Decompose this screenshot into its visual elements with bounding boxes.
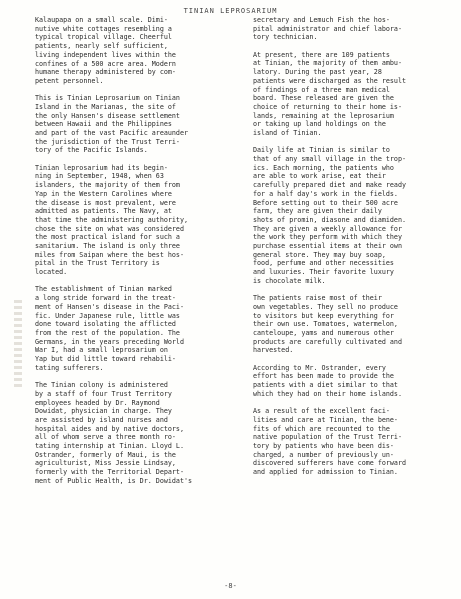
paragraph: The patients raise most of their own vegetables. They sell no produce to visitors but keep everything for their own use. Tomatoes, watermelon, canteloupe, yams and numerous other products are carefully cultivated and harvested. xyxy=(253,294,402,355)
paragraph: According to Mr. Ostrander, every effort has been made to provide the patients with a diet similar to that which they had on their home islands. xyxy=(253,363,402,398)
margin-stamp-mark xyxy=(14,300,22,390)
paragraph: The Tinian colony is administered by a staff of four Trust Territory employees headed by Dr. Raymond Dowidat, physician in charge. They are assisted by island nurses and hospital aides and by native doctors, all of whom serve a three month ro- tating internship at Tinian. Lloyd L. Ostrander, formerly of Maui, is the agriculturist, Miss Jessie Lindsay, formerly with the Territorial Depart- ment of Public Health, is Dr. Dowidat's xyxy=(35,381,193,485)
paragraph: At present, there are 109 patients at Tinian, the majority of them ambu- latory. During the past year, 28 patients were discharged as the result of findings of a three man medical board. These released are given the choice of returning to their home is- lands, remaining at the leprosarium or taking up land holdings on the island of Tinian. xyxy=(253,50,406,138)
page-header-title: TINIAN LEPROSARIUM xyxy=(183,7,278,15)
right-column xyxy=(253,16,443,485)
paragraph: Tinian leprosarium had its begin- ning in September, 1948, when 63 islanders, the majority of them from Yap in the Western Carolines where the disease is most prevalent, were admitted as patients. The Navy, at that time the administering authority, chose the site on what was considered the most practical island for such a sanitarium. The island is only three miles from Saipan where the best hos- pital in the Trust Territory is located. xyxy=(35,163,188,277)
paragraph: secretary and Lemuch Fish the hos- pital administrator and chief labora- tory technician. xyxy=(253,16,402,42)
page-number: -8- xyxy=(224,582,237,590)
paragraph: The establishment of Tinian marked a long stride forward in the treat- ment of Hansen's disease in the Paci- fic. Under Japanese rule, little was done toward isolating the afflicted from the rest of the population. The Germans, in the years preceding World War I, had a small leprosarium on Yap but did little toward rehabili- tating sufferers. xyxy=(35,285,184,372)
paragraph: As a result of the excellent faci- lities and care at Tinian, the bene- fits of which are recounted to the native population of the Trust Terri- tory by patients who have been dis- charged, a number of previously un- discovered sufferers have come forward and applied for admission to Tinian. xyxy=(253,407,406,477)
left-column xyxy=(35,16,233,494)
paragraph: This is Tinian Leprosarium on Tinian Island in the Marianas, the site of the only Hansen's disease settlement between Hawaii and the Philippines and part of the vast Pacific areaunder the jurisdiction of the Trust Terri- tory of the Pacific Islands. xyxy=(35,94,188,155)
paragraph: Kalaupapa on a small scale. Dimi- nutive white cottages resembling a typical tropical village. Cheerful patients, nearly self sufficient, living independent lives within the confines of a 500 acre area. Modern humane therapy administered by com- petent personnel. xyxy=(35,16,176,85)
paragraph: Daily life at Tinian is similar to that of any small village in the trop- ics. Each morning, the patients who are able to work arise, eat their carefully prepared diet and make ready for a half day's work in the fields. Before setting out to their 500 acre farm, they are given their daily shots of promin, diasone and diamiden. They are given a weekly allowance for the work they perform with which they purchase essential items at their own general store. They may buy soap, food, perfume and other necessities and luxuries. Their favorite luxury is chocolate milk. xyxy=(253,146,406,285)
